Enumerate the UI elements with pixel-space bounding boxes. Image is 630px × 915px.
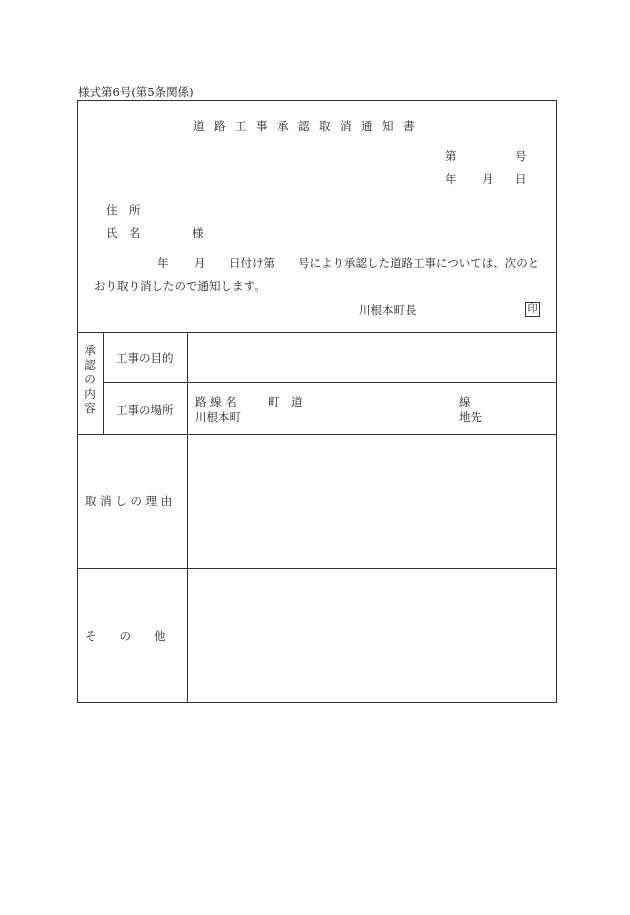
route-name-label: 路 線 名 [195, 395, 237, 409]
purpose-label: 工事の目的 [116, 351, 174, 365]
form-number-label: 様式第6号(第5条関係) [78, 85, 194, 99]
approval-header-char: 内 [84, 386, 96, 401]
route-type: 町 道 [268, 395, 303, 409]
issuer-title: 川根本町長 [359, 303, 417, 317]
approval-header-char: 容 [84, 401, 96, 415]
area-suffix: 地先 [459, 410, 482, 424]
approval-content-header [84, 343, 96, 416]
body-month: 月 [194, 256, 206, 270]
body-line2: おり取り消したので通知します。 [94, 279, 266, 293]
document-title: 道路工事承認取消通知書 [193, 119, 424, 133]
approval-header-char: 承 [84, 343, 96, 357]
date-year: 年 [445, 172, 457, 186]
seal-mark: 印 [525, 302, 540, 317]
form-frame [77, 100, 557, 703]
name-label: 氏 名 [106, 226, 141, 240]
body-dated-prefix: 日付け第 [229, 256, 275, 270]
approval-header-char: の [84, 372, 96, 386]
number-suffix: 号 [515, 149, 527, 163]
address-label: 住 所 [106, 203, 141, 217]
body-line1: 号により承認した道路工事については、次のと [298, 256, 540, 270]
reason-section-divider [77, 568, 557, 569]
approval-header-divider [103, 332, 104, 434]
approval-header-char: 認 [84, 357, 96, 372]
reason-label: 取 消 し の 理 由 [85, 494, 173, 508]
number-prefix: 第 [445, 149, 457, 163]
table-top-border [77, 332, 557, 333]
label-column-divider [187, 332, 188, 703]
honorific: 様 [192, 226, 204, 240]
route-suffix: 線 [459, 395, 471, 409]
approval-section-divider [77, 434, 557, 435]
date-month: 月 [482, 172, 494, 186]
purpose-row-divider [103, 382, 557, 383]
location-label: 工事の場所 [116, 403, 174, 417]
other-label: そ の 他 [85, 629, 166, 643]
town-name: 川根本町 [195, 410, 241, 424]
body-year: 年 [157, 256, 169, 270]
date-day: 日 [515, 172, 527, 186]
